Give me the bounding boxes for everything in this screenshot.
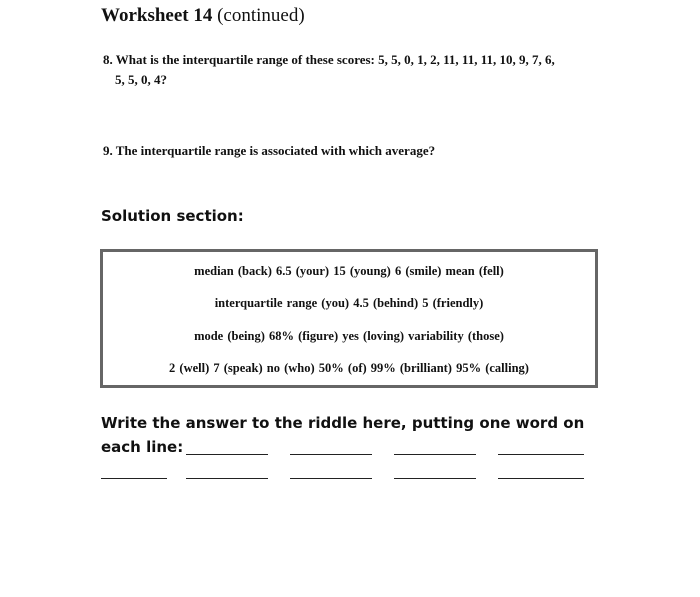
solution-heading: Solution section:	[101, 207, 244, 225]
solution-line-1: median (back) 6.5 (your) 15 (young) 6 (smile) mean (fell)	[194, 264, 504, 278]
answer-blank-5[interactable]	[101, 478, 167, 479]
question-9: 9. The interquartile range is associated with which average?	[103, 143, 436, 158]
answer-blank-8[interactable]	[394, 478, 476, 479]
answer-blank-2[interactable]	[290, 454, 372, 455]
question-8-line-1: 8. What is the interquartile range of these scores: 5, 5, 0, 1, 2, 11, 11, 11, 10, 9, 7, 6,	[103, 52, 555, 67]
riddle-instruction-line-1: Write the answer to the riddle here, putting one word on	[101, 414, 585, 432]
worksheet-title-bold: Worksheet 14	[101, 5, 213, 26]
solution-line-2: interquartile range (you) 4.5 (behind) 5 (friendly)	[214, 296, 484, 310]
answer-blank-1[interactable]	[186, 454, 268, 455]
solution-box	[100, 249, 598, 388]
answer-blank-6[interactable]	[186, 478, 268, 479]
solution-line-4: 2 (well) 7 (speak) no (who) 50% (of) 99% (brilliant) 95% (calling)	[169, 361, 529, 375]
answer-blank-4[interactable]	[498, 454, 584, 455]
question-8-line-2: 5, 5, 0, 4?	[115, 72, 167, 87]
answer-blank-7[interactable]	[290, 478, 372, 479]
riddle-instruction	[101, 411, 611, 459]
riddle-instruction-line-2: each line:	[101, 438, 184, 456]
worksheet-title	[101, 5, 305, 27]
answer-blank-3[interactable]	[394, 454, 476, 455]
answer-blank-9[interactable]	[498, 478, 584, 479]
solution-line-3: mode (being) 68% (figure) yes (loving) variability (those)	[194, 329, 504, 343]
worksheet-title-rest: (continued)	[212, 5, 305, 26]
question-8	[103, 50, 623, 90]
